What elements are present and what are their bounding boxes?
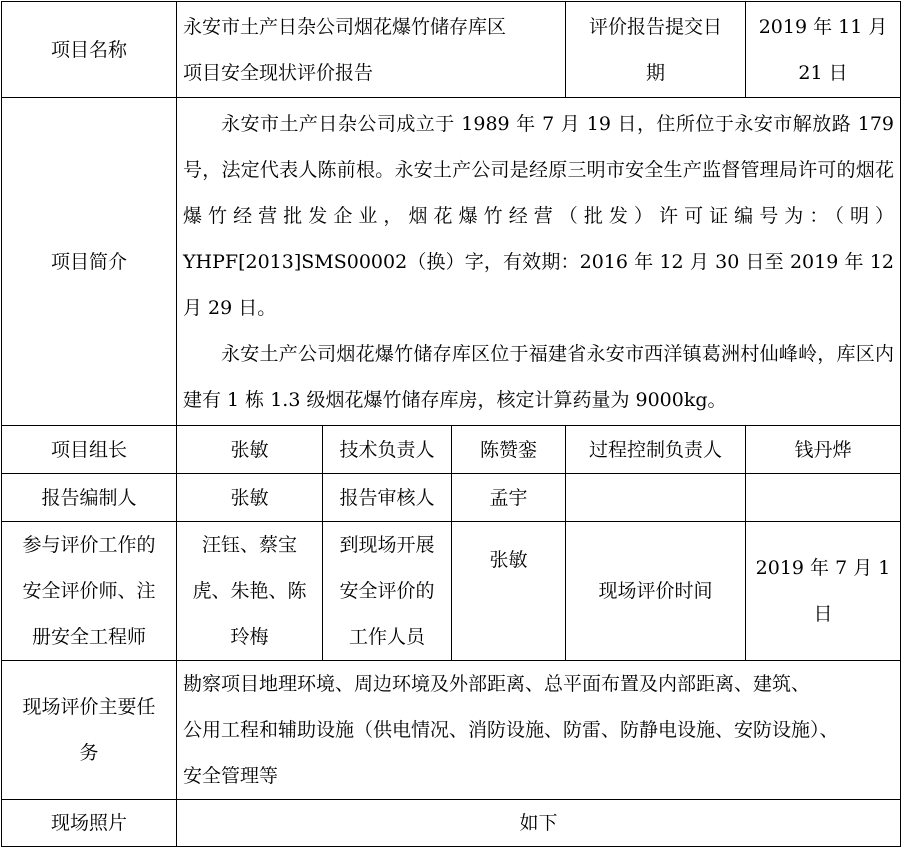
main-tasks-label-line2: 务 (79, 742, 99, 764)
row-project-intro (2, 98, 901, 426)
row-main-tasks (2, 661, 901, 800)
row-project-name (2, 2, 901, 98)
onsite-staff-label-line1: 到现场开展 (339, 534, 435, 556)
report-date-label (566, 2, 746, 98)
participants-label-line3: 册安全工程师 (31, 626, 146, 648)
report-date-value-line2: 21 日 (798, 61, 848, 84)
participants-value (177, 522, 323, 661)
report-reviewer-label: 报告审核人 (323, 474, 452, 522)
row-team-leader (2, 426, 901, 474)
site-photos-label: 现场照片 (2, 800, 177, 847)
report-date-value-line1: 2019 年 11 月 (758, 15, 888, 38)
tech-lead-value: 陈赞銮 (452, 426, 566, 474)
project-intro-label: 项目简介 (2, 98, 177, 426)
site-photos-value: 如下 (177, 800, 901, 847)
onsite-time-value-line2: 日 (813, 603, 833, 625)
report-date-label-line1: 评价报告提交日 (589, 15, 723, 38)
participants-label-line2: 安全评价师、注 (22, 580, 156, 602)
report-author-value: 张敏 (177, 474, 323, 522)
row-site-photos (2, 800, 901, 847)
participants-value-line2: 虎、朱艳、陈 (192, 580, 307, 602)
project-name-line2: 项目安全现状评价报告 (183, 61, 374, 84)
onsite-time-value-line1: 2019 年 7 月 1 (755, 557, 891, 579)
project-intro-value (177, 98, 901, 426)
intro-paragraph-2: 永安土产公司烟花爆竹储存库区位于福建省永安市西洋镇葛洲村仙峰岭，库区内建有 1 栋 1.3 级烟花爆竹储存库房，核定计算药量为 9000kg。 (183, 342, 895, 411)
onsite-staff-label-line3: 工作人员 (348, 626, 425, 648)
row-report-author (2, 474, 901, 522)
participants-value-line1: 汪钰、蔡宝 (201, 534, 297, 556)
participants-label (2, 522, 177, 661)
intro-paragraph-1: 永安市土产日杂公司成立于 1989 年 7 月 19 日，住所位于永安市解放路 179 号，法定代表人陈前根。永安土产公司是经原三明市安全生产监督管理局许可的烟花爆竹经营批发企业，烟花爆竹经营（批发）许可证编号为：（明）YHPF[2013]SMS00002（换）字，有效期：2016 年 12 月 30 日至 2019 年 12 月 29 日。 (183, 112, 895, 319)
main-tasks-line2: 公用工程和辅助设施（供电情况、消防设施、防雷、防静电设施、安防设施）、 (183, 719, 839, 741)
onsite-staff-label (323, 522, 452, 661)
report-reviewer-value: 孟宇 (452, 474, 566, 522)
onsite-staff-value: 张敏 (452, 522, 566, 661)
main-tasks-label-line1: 现场评价主要任 (22, 696, 156, 718)
project-name-value (177, 2, 566, 98)
report-date-label-line2: 期 (646, 61, 666, 84)
row-participants (2, 522, 901, 661)
team-leader-label: 项目组长 (2, 426, 177, 474)
main-tasks-line1: 勘察项目地理环境、周边环境及外部距离、总平面布置及内部距离、建筑、 (183, 673, 811, 695)
onsite-time-value (746, 522, 901, 661)
empty-cell-1 (566, 474, 746, 522)
process-control-value: 钱丹烨 (746, 426, 901, 474)
main-tasks-label (2, 661, 177, 800)
project-name-label: 项目名称 (2, 2, 177, 98)
onsite-staff-label-line2: 安全评价的 (339, 580, 435, 602)
team-leader-value: 张敏 (177, 426, 323, 474)
participants-value-line3: 玲梅 (230, 626, 269, 648)
process-control-label: 过程控制负责人 (566, 426, 746, 474)
main-tasks-value (177, 661, 901, 800)
report-date-value (746, 2, 901, 98)
project-name-line1: 永安市土产日杂公司烟花爆竹储存库区 (183, 15, 507, 38)
participants-label-line1: 参与评价工作的 (22, 534, 156, 556)
evaluation-form-table (1, 1, 901, 847)
onsite-time-label: 现场评价时间 (566, 522, 746, 661)
report-author-label: 报告编制人 (2, 474, 177, 522)
tech-lead-label: 技术负责人 (323, 426, 452, 474)
main-tasks-line3: 安全管理等 (183, 765, 279, 787)
empty-cell-2 (746, 474, 901, 522)
